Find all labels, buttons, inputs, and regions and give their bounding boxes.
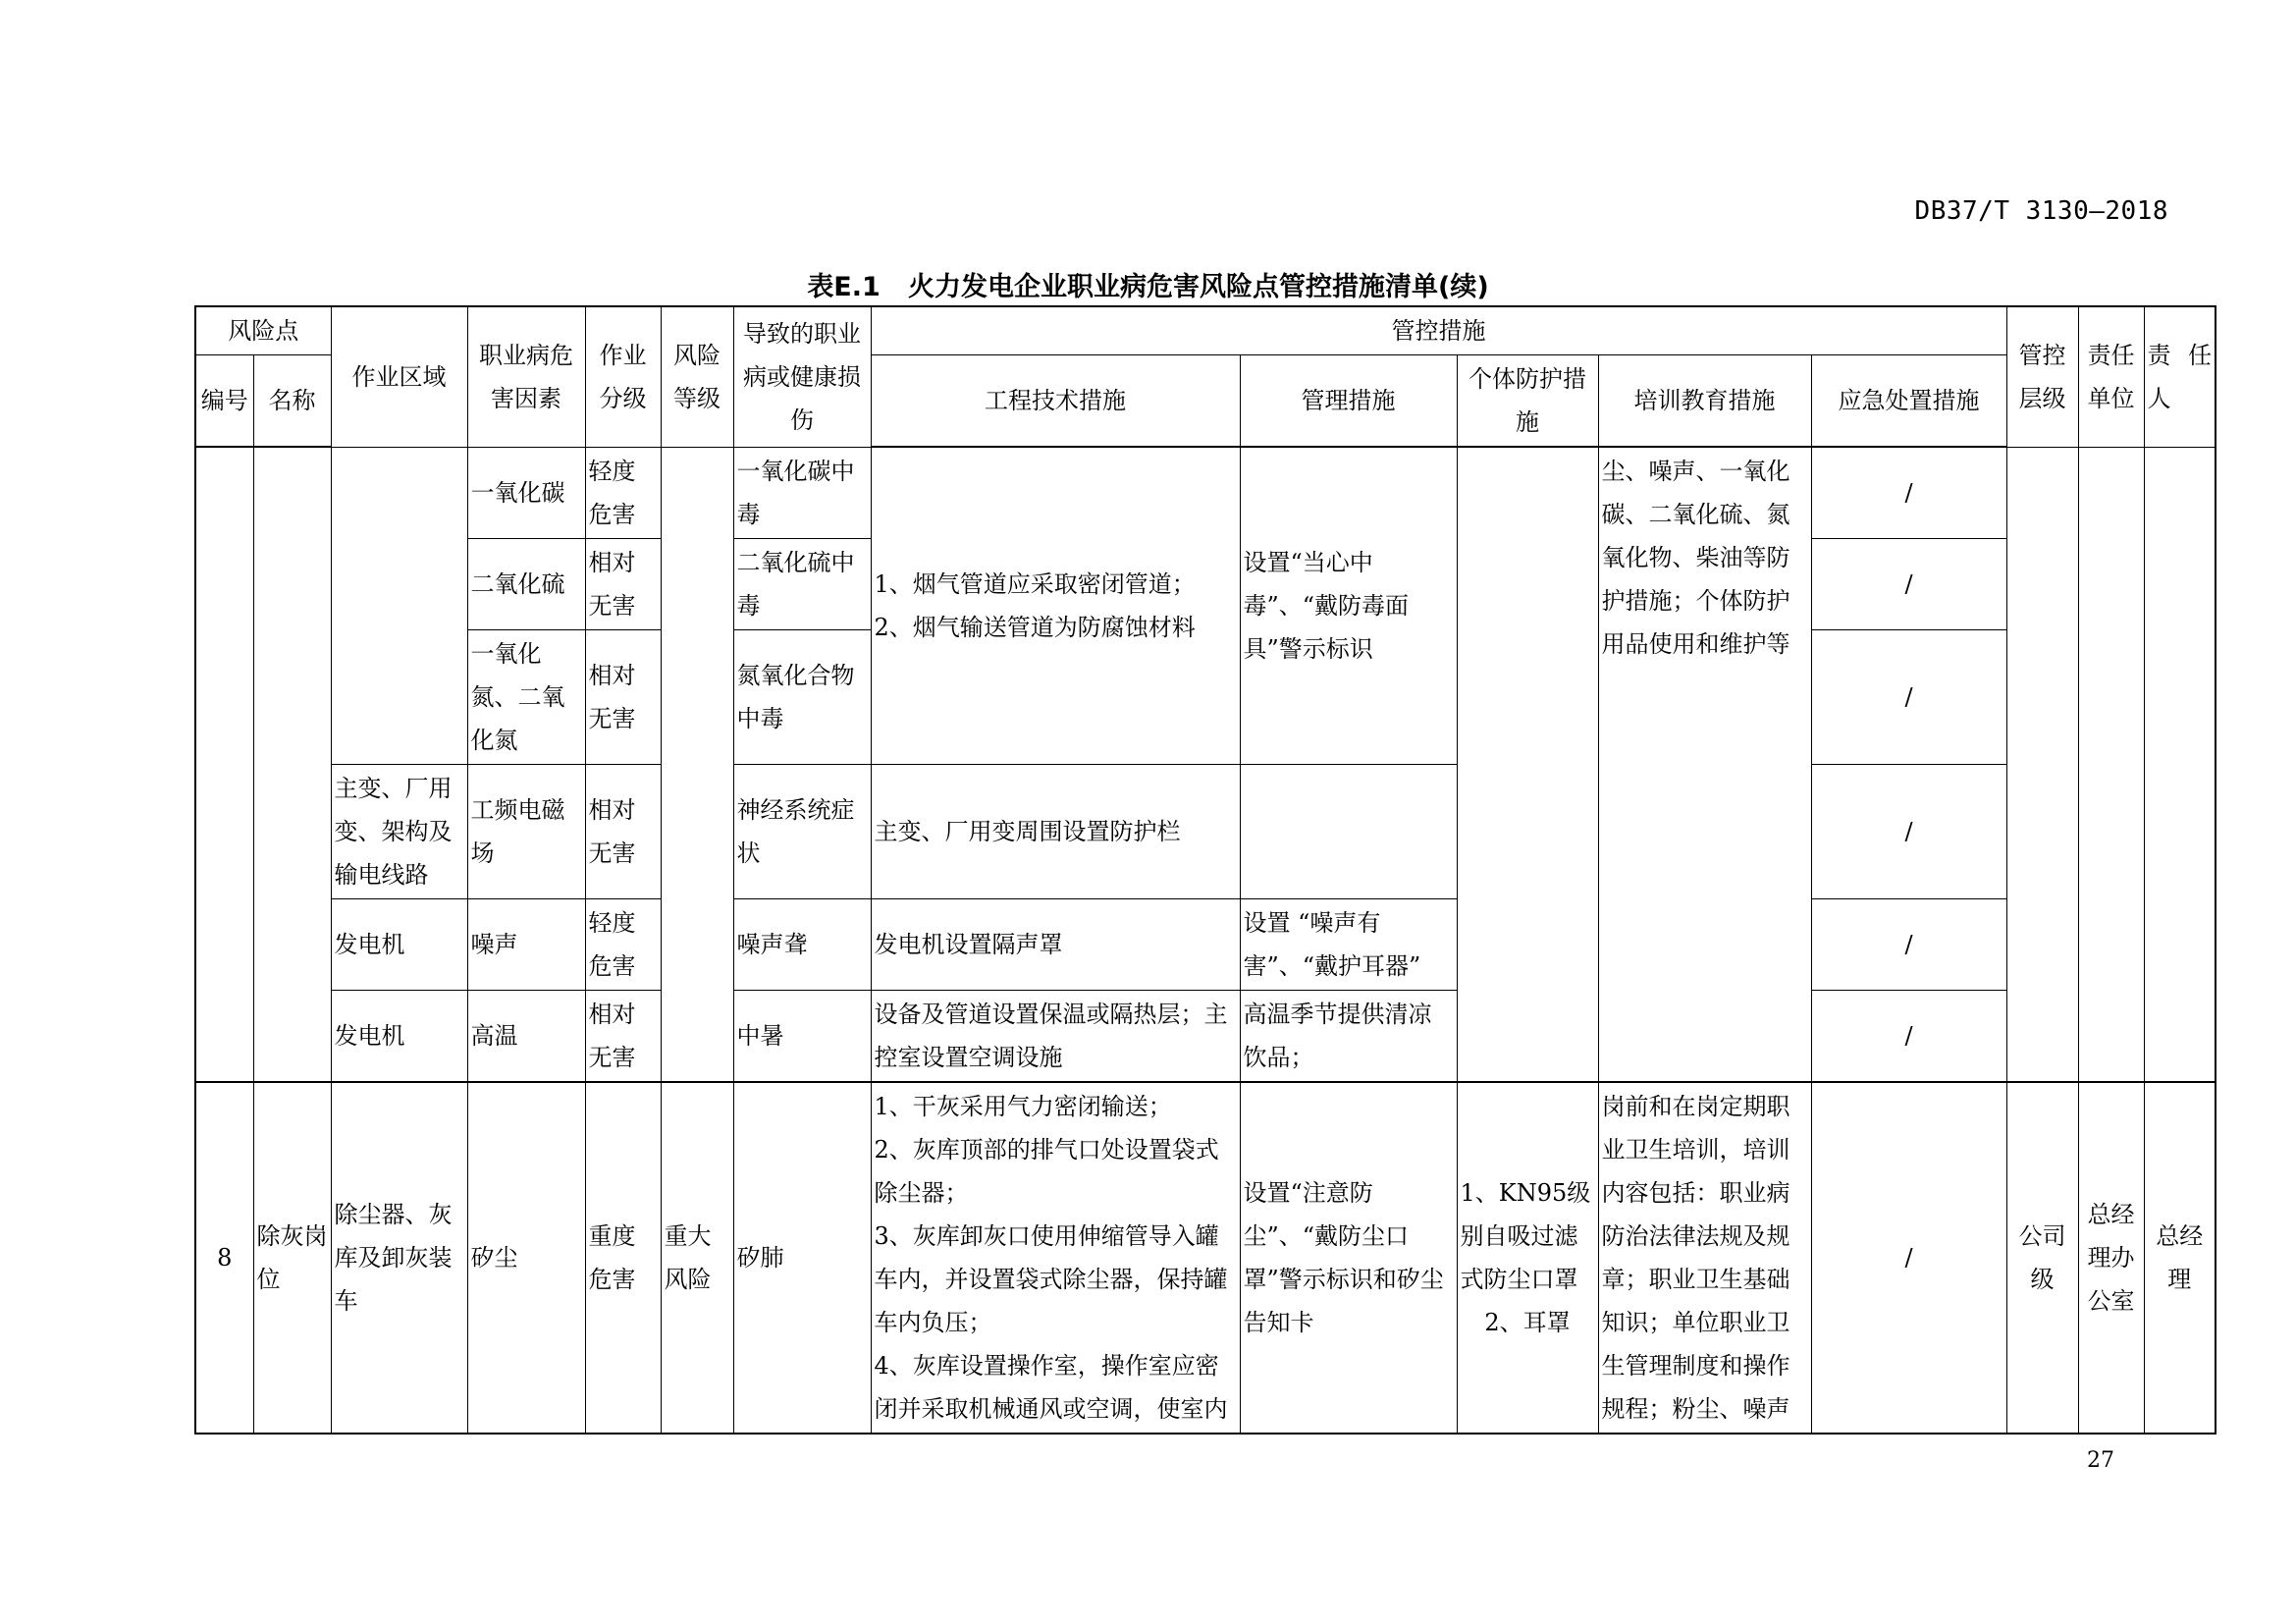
cell-factor: 一氧化氮、二氧化氮 (467, 629, 585, 764)
cell-grade: 相对无害 (585, 764, 661, 898)
cell-emergency: / (1811, 538, 2006, 629)
cell-engineering (871, 1082, 1240, 1434)
header-responsible-unit: 责任单位 (2078, 306, 2144, 447)
ppe-line: 1、KN95级别自吸过滤式防尘口罩 (1460, 1178, 1591, 1293)
cell-name-continued (253, 447, 331, 1082)
cell-area: 主变、厂用变、架构及输电线路 (331, 764, 467, 898)
cell-area: 发电机 (331, 898, 467, 990)
cell-grade: 重度危害 (585, 1082, 661, 1434)
cell-risk-level: 重大风险 (661, 1082, 733, 1434)
engineering-line: 4、灰库设置操作室，操作室应密闭并采取机械通风或空调，使室内 (874, 1351, 1228, 1423)
ppe-line: 2、耳罩 (1484, 1308, 1571, 1336)
header-training: 培训教育措施 (1598, 355, 1811, 448)
table-row (195, 990, 2216, 1082)
cell-disease: 氮氧化合物中毒 (733, 629, 871, 764)
table-row (195, 898, 2216, 990)
header-hazard-factor: 职业病危害因素 (467, 306, 585, 447)
engineering-gas-line: 2、烟气输送管道为防腐蚀材料 (874, 613, 1196, 641)
cell-number-continued (195, 447, 253, 1082)
cell-emergency: / (1811, 629, 2006, 764)
cell-engineering: 发电机设置隔声罩 (871, 898, 1240, 990)
cell-management: 设置 “噪声有害”、“戴护耳器” (1240, 898, 1457, 990)
header-risk-level: 风险等级 (661, 306, 733, 447)
cell-management (1240, 764, 1457, 898)
header-number: 编号 (195, 355, 253, 448)
cell-number: 8 (195, 1082, 253, 1434)
cell-responsible-person: 总经理 (2144, 1082, 2216, 1434)
cell-name: 除灰岗位 (253, 1082, 331, 1434)
cell-control-level-continued (2006, 447, 2078, 1082)
cell-emergency: / (1811, 764, 2006, 898)
cell-grade: 轻度危害 (585, 898, 661, 990)
cell-management: 设置“注意防尘”、“戴防尘口罩”警示标识和矽尘告知卡 (1240, 1082, 1457, 1434)
cell-emergency: / (1811, 447, 2006, 538)
cell-area-continued (331, 447, 467, 764)
cell-responsible-person-continued (2144, 447, 2216, 1082)
cell-factor: 噪声 (467, 898, 585, 990)
cell-disease: 噪声聋 (733, 898, 871, 990)
cell-area: 除尘器、灰库及卸灰装车 (331, 1082, 467, 1434)
cell-engineering: 设备及管道设置保温或隔热层；主控室设置空调设施 (871, 990, 1240, 1082)
cell-engineering-gas (871, 447, 1240, 764)
cell-disease: 二氧化硫中毒 (733, 538, 871, 629)
cell-responsible-unit-continued (2078, 447, 2144, 1082)
cell-grade: 相对无害 (585, 538, 661, 629)
table-row (195, 764, 2216, 898)
cell-area: 发电机 (331, 990, 467, 1082)
header-row-1 (195, 306, 2216, 355)
cell-factor: 工频电磁场 (467, 764, 585, 898)
cell-grade: 相对无害 (585, 990, 661, 1082)
engineering-line: 1、干灰采用气力密闭输送； (874, 1092, 1172, 1120)
header-emergency: 应急处置措施 (1811, 355, 2006, 448)
engineering-line: 2、灰库顶部的排气口处设置袋式除尘器； (874, 1135, 1219, 1207)
header-control-measures: 管控措施 (871, 306, 2006, 355)
cell-factor: 矽尘 (467, 1082, 585, 1434)
table-title: 表E.1 火力发电企业职业病危害风险点管控措施清单(续) (807, 272, 1489, 302)
table-row (195, 447, 2216, 538)
cell-disease: 神经系统症状 (733, 764, 871, 898)
cell-management-gas: 设置“当心中毒”、“戴防毒面具”警示标识 (1240, 447, 1457, 764)
header-control-level: 管控层级 (2006, 306, 2078, 447)
cell-disease: 矽肺 (733, 1082, 871, 1434)
cell-control-level: 公司级 (2006, 1082, 2078, 1434)
engineering-gas-line: 1、烟气管道应采取密闭管道； (874, 569, 1196, 598)
cell-factor: 二氧化硫 (467, 538, 585, 629)
table-row (195, 1082, 2216, 1434)
cell-management: 高温季节提供清凉饮品； (1240, 990, 1457, 1082)
header-name: 名称 (253, 355, 331, 448)
cell-engineering: 主变、厂用变周围设置防护栏 (871, 764, 1240, 898)
header-responsible-person: 责任人 (2144, 306, 2216, 447)
cell-ppe (1457, 1082, 1598, 1434)
risk-control-table (194, 305, 2216, 1435)
header-disease: 导致的职业病或健康损伤 (733, 306, 871, 447)
engineering-line: 3、灰库卸灰口使用伸缩管导入罐车内，并设置袋式除尘器，保持罐车内负压； (874, 1221, 1228, 1336)
cell-responsible-unit: 总经理办公室 (2078, 1082, 2144, 1434)
cell-grade: 轻度危害 (585, 447, 661, 538)
standard-code: DB37/T 3130—2018 (1914, 196, 2168, 226)
header-ppe: 个体防护措施 (1457, 355, 1598, 448)
cell-disease: 中暑 (733, 990, 871, 1082)
cell-emergency: / (1811, 990, 2006, 1082)
cell-emergency: / (1811, 898, 2006, 990)
cell-risk-level-continued (661, 447, 733, 1082)
header-risk-point: 风险点 (195, 306, 331, 355)
cell-training: 岗前和在岗定期职业卫生培训，培训内容包括：职业病防治法律法规及规章；职业卫生基础知识；单位职业卫生管理制度和操作规程；粉尘、噪声 (1598, 1082, 1811, 1434)
header-job-grade: 作业分级 (585, 306, 661, 447)
header-engineering: 工程技术措施 (871, 355, 1240, 448)
cell-factor: 高温 (467, 990, 585, 1082)
header-work-area: 作业区域 (331, 306, 467, 447)
cell-training-continued: 尘、噪声、一氧化碳、二氧化硫、氮氧化物、柴油等防护措施；个体防护用品使用和维护等 (1598, 447, 1811, 1082)
page-number: 27 (2087, 1448, 2114, 1473)
cell-factor: 一氧化碳 (467, 447, 585, 538)
cell-ppe-continued (1457, 447, 1598, 1082)
cell-grade: 相对无害 (585, 629, 661, 764)
cell-emergency: / (1811, 1082, 2006, 1434)
cell-disease: 一氧化碳中毒 (733, 447, 871, 538)
header-management: 管理措施 (1240, 355, 1457, 448)
